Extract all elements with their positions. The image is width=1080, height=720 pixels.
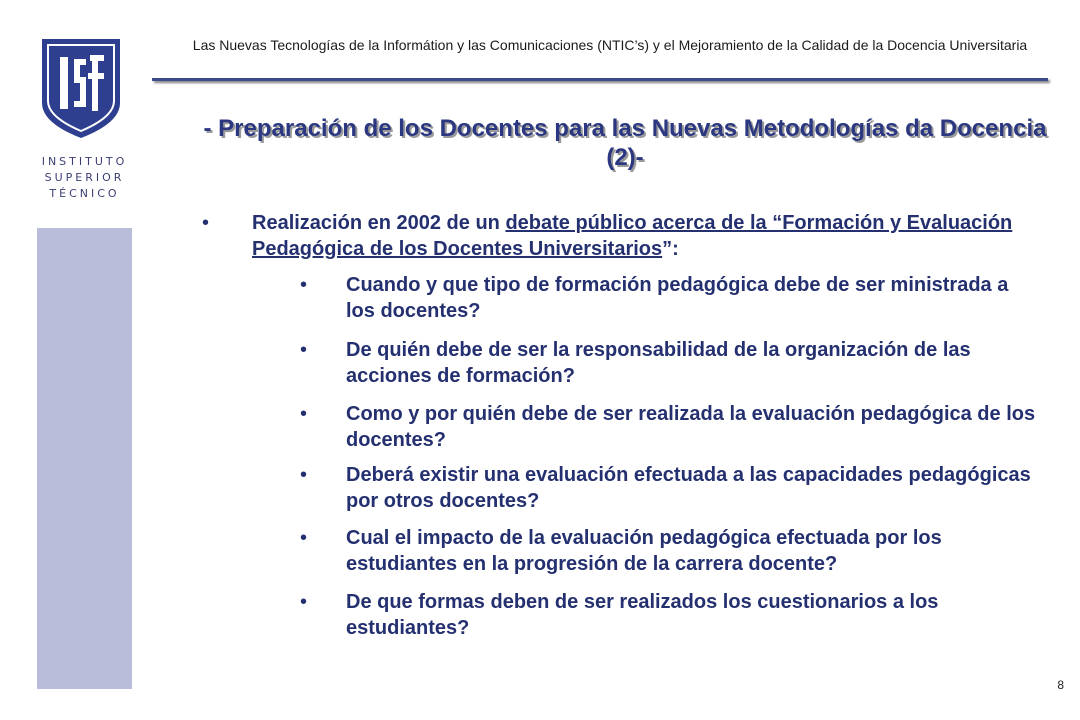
logo-text-line-1: INSTITUTO (41, 155, 128, 168)
bullet-marker: • (300, 591, 308, 613)
sub-bullet (300, 525, 1036, 577)
bullet-marker: • (202, 212, 210, 234)
sub-bullet-text: Cuando y que tipo de formación pedagógica debe de ser ministrada a los docentes? (346, 274, 1009, 322)
sub-bullet (300, 337, 1036, 389)
logo-text-line-2: SUPERIOR (44, 171, 125, 184)
page-number: 8 (1057, 678, 1064, 692)
bullet-marker: • (300, 527, 308, 549)
bullet-marker: • (300, 339, 308, 361)
presentation-header: Las Nuevas Tecnologías de la Informátion y las Comunicaciones (NTIC’s) y el Mejoramiento de la Calidad de la Docencia Universitaria (192, 37, 1028, 53)
bullet-marker: • (300, 274, 308, 296)
main-bullet (202, 210, 1037, 262)
main-bullet-suffix: ”: (662, 238, 679, 260)
sub-bullet (300, 272, 1036, 324)
slide-title: - Preparación de los Docentes para las Nuevas Metodologías da Docencia (2)- (203, 115, 1047, 171)
sub-bullet (300, 462, 1036, 514)
sub-bullet-text: De que formas deben de ser realizados los cuestionarios a los estudiantes? (346, 591, 939, 639)
sub-bullet-text: Deberá existir una evaluación efectuada a las capacidades pedagógicas por otros docentes? (346, 464, 1031, 512)
sub-bullet-text: De quién debe de ser la responsabilidad de la organización de las acciones de formación? (346, 339, 971, 387)
sub-bullet-text: Como y por quién debe de ser realizada la evaluación pedagógica de los docentes? (346, 403, 1036, 451)
sub-bullet (300, 589, 1036, 641)
logo-text-line-3: TÉCNICO (49, 187, 120, 200)
main-bullet-underlined-topic: debate público acerca de la “Formación y Evaluación Pedagógica de los Docentes Universitarios (252, 212, 1013, 260)
sub-bullet (300, 401, 1036, 453)
main-bullet-intro: Realización en 2002 de un (252, 212, 506, 234)
bullet-marker: • (300, 464, 308, 486)
bullet-marker: • (300, 403, 308, 425)
sub-bullet-text: Cual el impacto de la evaluación pedagógica efectuada por los estudiantes en la progresión de la carrera docente? (346, 527, 942, 575)
